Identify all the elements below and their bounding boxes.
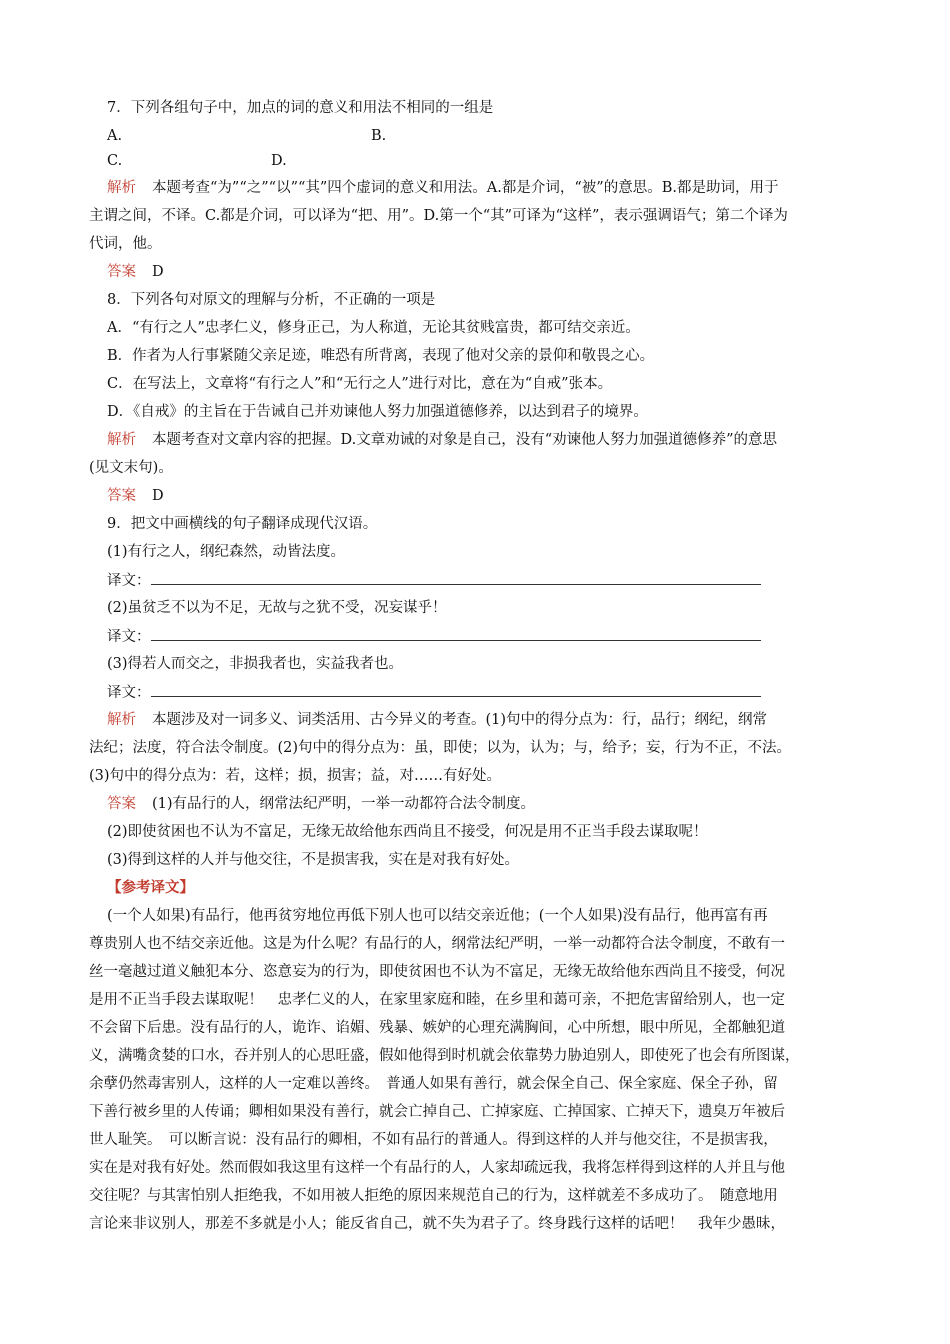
q9-analysis-text: (3)句中的得分点为：若，这样；损，损害；益，对……有好处。 (89, 768, 502, 784)
translation-label: 译文： (107, 629, 151, 645)
translation-label: 译文： (107, 573, 151, 589)
q8-option-a: A．“有行之人”忠孝仁义，修身正己，为人称道，无论其贫贱富贵，都可结交亲近。 (107, 320, 640, 336)
reference-line: 下善行被乡里的人传诵；卿相如果没有善行，就会亡掉自己、亡掉家庭、亡掉国家、亡掉天下，遗臭万年被后 (89, 1104, 785, 1120)
q7-analysis-text: 本题考查“为”“之”“以”“其”四个虚词的意义和用法。A.都是介词，“被”的意思。B.都是助词，用于 (152, 180, 779, 196)
q8-option-b: B．作者为人行事紧随父亲足迹，唯恐有所背离，表现了他对父亲的景仰和敬畏之心。 (107, 348, 655, 364)
q9-item-1: (1)有行之人，纲纪森然，动皆法度。 (107, 544, 346, 560)
reference-line: (一个人如果)有品行，他再贫穷地位再低下别人也可以结交亲近他；(一个人如果)没有品行，他再富有再 (107, 908, 768, 924)
q9-answer-line (107, 794, 535, 814)
q7-option-d: D. (271, 153, 287, 169)
reference-line: 义，满嘴贪婪的口水，吞并别人的心思旺盛，假如他得到时机就会依靠势力胁迫别人，即使死了也会有所图谋， (89, 1048, 800, 1064)
q9-answer-2: (2)即使贫困也不认为不富足，无缘无故给他东西尚且不接受，何况是用不正当手段去谋取呢！ (107, 824, 708, 840)
q9-analysis-line (107, 710, 767, 730)
q9-translation-2 (107, 626, 761, 647)
q8-analysis-text: 本题考查对文章内容的把握。D.文章劝诫的对象是自己，没有“劝谏他人努力加强道德修养”的意思 (152, 432, 778, 448)
reference-line: 世人耻笑。 可以断言说：没有品行的卿相，不如有品行的普通人。得到这样的人并与他交往，不是损害我， (89, 1132, 778, 1148)
translation-blank-1[interactable] (151, 570, 761, 585)
q7-answer-line (107, 262, 164, 282)
q7-option-b: B. (371, 128, 387, 144)
q9-answer-3: (3)得到这样的人并与他交往，不是损害我，实在是对我有好处。 (107, 852, 520, 868)
q7-analysis-text: 主谓之间，不译。C.都是介词，可以译为“把、用”。D.第一个“其”可译为“这样”，表示强调语气；第二个译为 (89, 208, 788, 224)
q7-option-a: A. (107, 128, 123, 144)
reference-line: 余孽仍然毒害别人，这样的人一定难以善终。 普通人如果有善行，就会保全自己、保全家庭、保全子孙，留 (89, 1076, 778, 1092)
q7-analysis-tag: 解析 (107, 180, 136, 196)
q7-stem: 7．下列各组句子中，加点的词的意义和用法不相同的一组是 (107, 100, 494, 116)
q9-analysis-text: 本题涉及对一词多义、词类活用、古今异义的考查。(1)句中的得分点为：行，品行；纲纪，纲常 (152, 712, 768, 728)
q8-answer-line (107, 486, 164, 506)
reference-line: 实在是对我有好处。然而假如我这里有这样一个有品行的人，人家却疏远我，我将怎样得到这样的人并且与他 (89, 1160, 785, 1176)
q8-option-d: D．《自戒》的主旨在于告诫自己并劝谏他人努力加强道德修养，以达到君子的境界。 (107, 404, 648, 420)
q8-analysis-tag: 解析 (107, 432, 136, 448)
q9-analysis-tag: 解析 (107, 712, 136, 728)
q9-item-3: (3)得若人而交之，非损我者也，实益我者也。 (107, 656, 404, 672)
reference-line: 是用不正当手段去谋取呢！ 忠孝仁义的人，在家里家庭和睦，在乡里和蔼可亲，不把危害留给别人，也一定 (89, 992, 785, 1008)
translation-label: 译文： (107, 685, 151, 701)
reference-line: 交往呢？与其害怕别人拒绝我，不如用被人拒绝的原因来规范自己的行为，这样就差不多成功了。 随意地用 (89, 1188, 778, 1204)
q9-answer-tag: 答案 (107, 796, 136, 812)
q8-answer-tag: 答案 (107, 488, 136, 504)
translation-blank-2[interactable] (151, 626, 761, 641)
q7-answer-tag: 答案 (107, 264, 136, 280)
q7-analysis-line (107, 178, 778, 198)
q7-answer: D (152, 264, 164, 280)
q8-answer: D (152, 488, 164, 504)
q9-analysis-text: 法纪；法度，符合法令制度。(2)句中的得分点为：虽，即使；以为，认为；与，给予；妄，行为不正，不法。 (89, 740, 792, 756)
q9-translation-3 (107, 682, 761, 703)
reference-line: 丝一毫越过道义触犯本分、恣意妄为的行为，即使贫困也不认为不富足，无缘无故给他东西尚且不接受，何况 (89, 964, 785, 980)
q9-answer-1: (1)有品行的人，纲常法纪严明，一举一动都符合法令制度。 (152, 796, 536, 812)
q8-option-c: C．在写法上，文章将“有行之人”和“无行之人”进行对比，意在为“自戒”张本。 (107, 376, 613, 392)
q7-option-c: C. (107, 153, 123, 169)
reference-title: 【参考译文】 (107, 879, 194, 896)
q8-analysis-text: (见文末句)。 (89, 460, 173, 476)
q8-stem: 8．下列各句对原文的理解与分析，不正确的一项是 (107, 292, 436, 308)
q9-translation-1 (107, 570, 761, 591)
reference-line: 尊贵别人也不结交亲近他。这是为什么呢？有品行的人，纲常法纪严明，一举一动都符合法令制度，不敢有一 (89, 936, 785, 952)
q9-item-2: (2)虽贫乏不以为不足，无故与之犹不受，况妄谋乎！ (107, 600, 447, 616)
reference-line: 言论来非议别人，那差不多就是小人；能反省自己，就不失为君子了。终身践行这样的话吧！ 我年少愚昧， (89, 1216, 785, 1232)
reference-line: 不会留下后患。没有品行的人，诡诈、谄媚、残暴、嫉妒的心理充满胸间，心中所想，眼中所见，全都触犯道 (89, 1020, 785, 1036)
q9-stem: 9．把文中画横线的句子翻译成现代汉语。 (107, 516, 378, 532)
translation-blank-3[interactable] (151, 682, 761, 697)
q7-analysis-text: 代词，他。 (89, 236, 162, 252)
q8-analysis-line (107, 430, 777, 450)
